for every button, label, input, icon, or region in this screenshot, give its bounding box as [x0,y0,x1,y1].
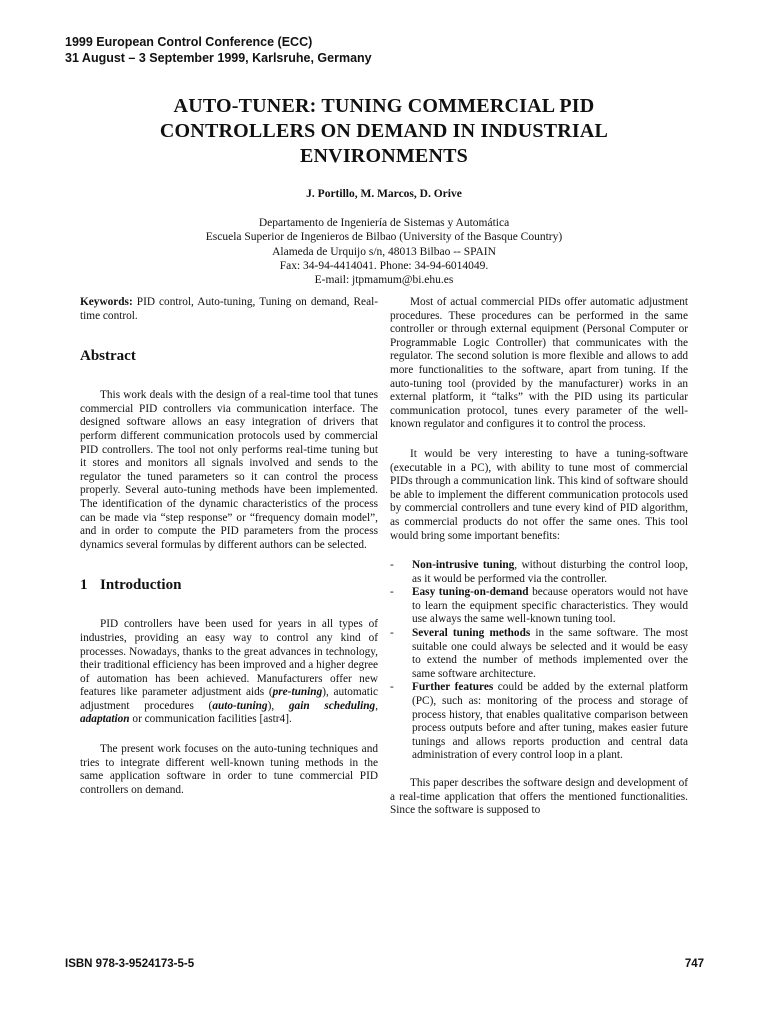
affiliation-address: Alameda de Urquijo s/n, 48013 Bilbao -- SPAIN [272,245,496,258]
right-column [390,296,688,834]
title-line: CONTROLLERS ON DEMAND IN INDUSTRIAL [159,120,609,142]
list-dash: - [390,586,394,599]
affiliation-email: E-mail: jtpmamum@bi.ehu.es [314,274,454,287]
term-adaptation: adaptation [80,713,130,726]
right-paragraph-3: This paper describes the software design and development of a real-time application that offers the mentioned functionalities. Since the software is supposed to [390,777,688,817]
text-run: ), [267,699,289,712]
left-column [80,296,378,813]
title-line: ENVIRONMENTS [300,145,468,167]
conference-name: 1999 European Control Conference (ECC) [65,35,313,49]
list-dash: - [390,681,394,694]
affiliation-department: Departamento de Ingeniería de Sistemas y Automática [258,217,510,229]
list-item [390,627,688,681]
term-auto-tuning: auto-tuning [212,699,268,712]
benefit-title: Several tuning methods [412,627,531,640]
text-run: ), automatic adjustment procedures ( [80,686,379,712]
section-title: Introduction [100,577,182,594]
keywords [80,296,378,323]
affiliation-contact: Fax: 34-94-4414041. Phone: 34-94-6014049. [279,259,489,272]
page-number: 747 [684,958,704,970]
keywords-text: PID control, Auto-tuning, Tuning on demand, Real-time control. [80,296,378,322]
text-run: or communication facilities [astr4]. [129,713,292,726]
authors: J. Portillo, M. Marcos, D. Orive [306,188,462,200]
benefit-text: because operators would not have to learn the equipment specific characteristics. They would use always the same well-known tuning tool. [412,586,689,626]
abstract-heading: Abstract [80,348,136,365]
benefit-title: Non-intrusive tuning [412,559,515,572]
list-item [390,559,688,586]
term-pre-tuning: pre-tuning [272,686,323,699]
list-dash: - [390,559,394,572]
affiliation-school: Escuela Superior de Ingenieros de Bilbao (University of the Basque Country) [205,231,563,244]
introduction-paragraph-1 [80,618,378,727]
keywords-label: Keywords: [80,296,133,308]
paper-title [0,94,768,169]
benefit-text: could be added by the external platform (PC), such as: monitoring of the process and storage of process history, that enables qualitative comparison between process outputs before and after tuning, makes easier future tunings and allows reports production and central data administration of every control loop in a plant. [412,681,688,762]
conference-header [65,34,372,66]
isbn: ISBN 978-3-9524173-5-5 [65,958,195,970]
benefit-text: in the same software. The most suitable one could always be selected and it would be easy to extend the number of methods implemented over the same software architecture. [412,627,689,680]
list-item [390,586,688,627]
introduction-paragraph-2: The present work focuses on the auto-tuning techniques and tries to integrate different well-known tuning methods in the same application software in order to tune commercial PID controllers on demand. [80,743,378,796]
benefit-title: Further features [412,681,494,694]
list-dash: - [390,627,394,640]
affiliation [0,216,768,287]
introduction-heading [80,576,378,594]
benefit-title: Easy tuning-on-demand [412,586,529,599]
right-paragraph-1: Most of actual commercial PIDs offer automatic adjustment procedures. These procedures can be performed in the same controller or through external equipment (Personal Computer or Programmable Logic Controller) that communicates with the regulator. The second solution is more flexible and allows to add more functionalities to the software, apart from tuning. If the auto-tuning tool (provided by the manufacturer) works in an external platform, it “talks” with the PID using its particular communication protocol, tunes every parameter of the well-known regulator and configures it to control the process. [390,296,688,431]
conference-dates: 31 August – 3 September 1999, Karlsruhe, Germany [65,51,372,65]
abstract-text: This work deals with the design of a real-time tool that tunes commercial PID controllers via communication interface. The designed software allows an easy integration of drivers that perform different communication protocols used by commercial PID controllers. The tool not only performs real-time tuning but it stores and monitors all signals involved and sends to the regulator the tuned parameters so it can control the process properly. Several auto-tuning methods have been implemented. The identification of the dynamic characteristics of the process can be made via “step response” or “frequency domain model”, and in order to compute the PID parameters from the process dynamics several formulas by different authors can be selected. [80,389,378,551]
term-gain-scheduling: gain scheduling [288,699,376,712]
benefit-text: , without disturbing the control loop, as it would be performed via the controller. [412,559,688,585]
title-line: AUTO-TUNER: TUNING COMMERCIAL PID [173,95,595,117]
section-number: 1 [80,577,88,594]
benefits-list [390,559,688,763]
right-paragraph-2: It would be very interesting to have a tuning-software (executable in a PC), with ability to tune most of commercial PIDs through a communication link. This kind of software should be able to implement the different communication protocols used by commercial controllers and tune every kind of PID algorithm, as commercial products do not offer the same ones. This tool would bring some important benefits: [390,447,688,542]
text-run: , [375,699,379,712]
text-run: PID controllers have been used for years in all types of industries, providing an easy way to control any kind of processes. Nowadays, thanks to the great advances in technology, their traditional efficiency has been improved and a higher degree of automation has been achieved. Manufacturers offer new features like parameter adjustment aids ( [80,618,378,699]
list-item [390,681,688,763]
